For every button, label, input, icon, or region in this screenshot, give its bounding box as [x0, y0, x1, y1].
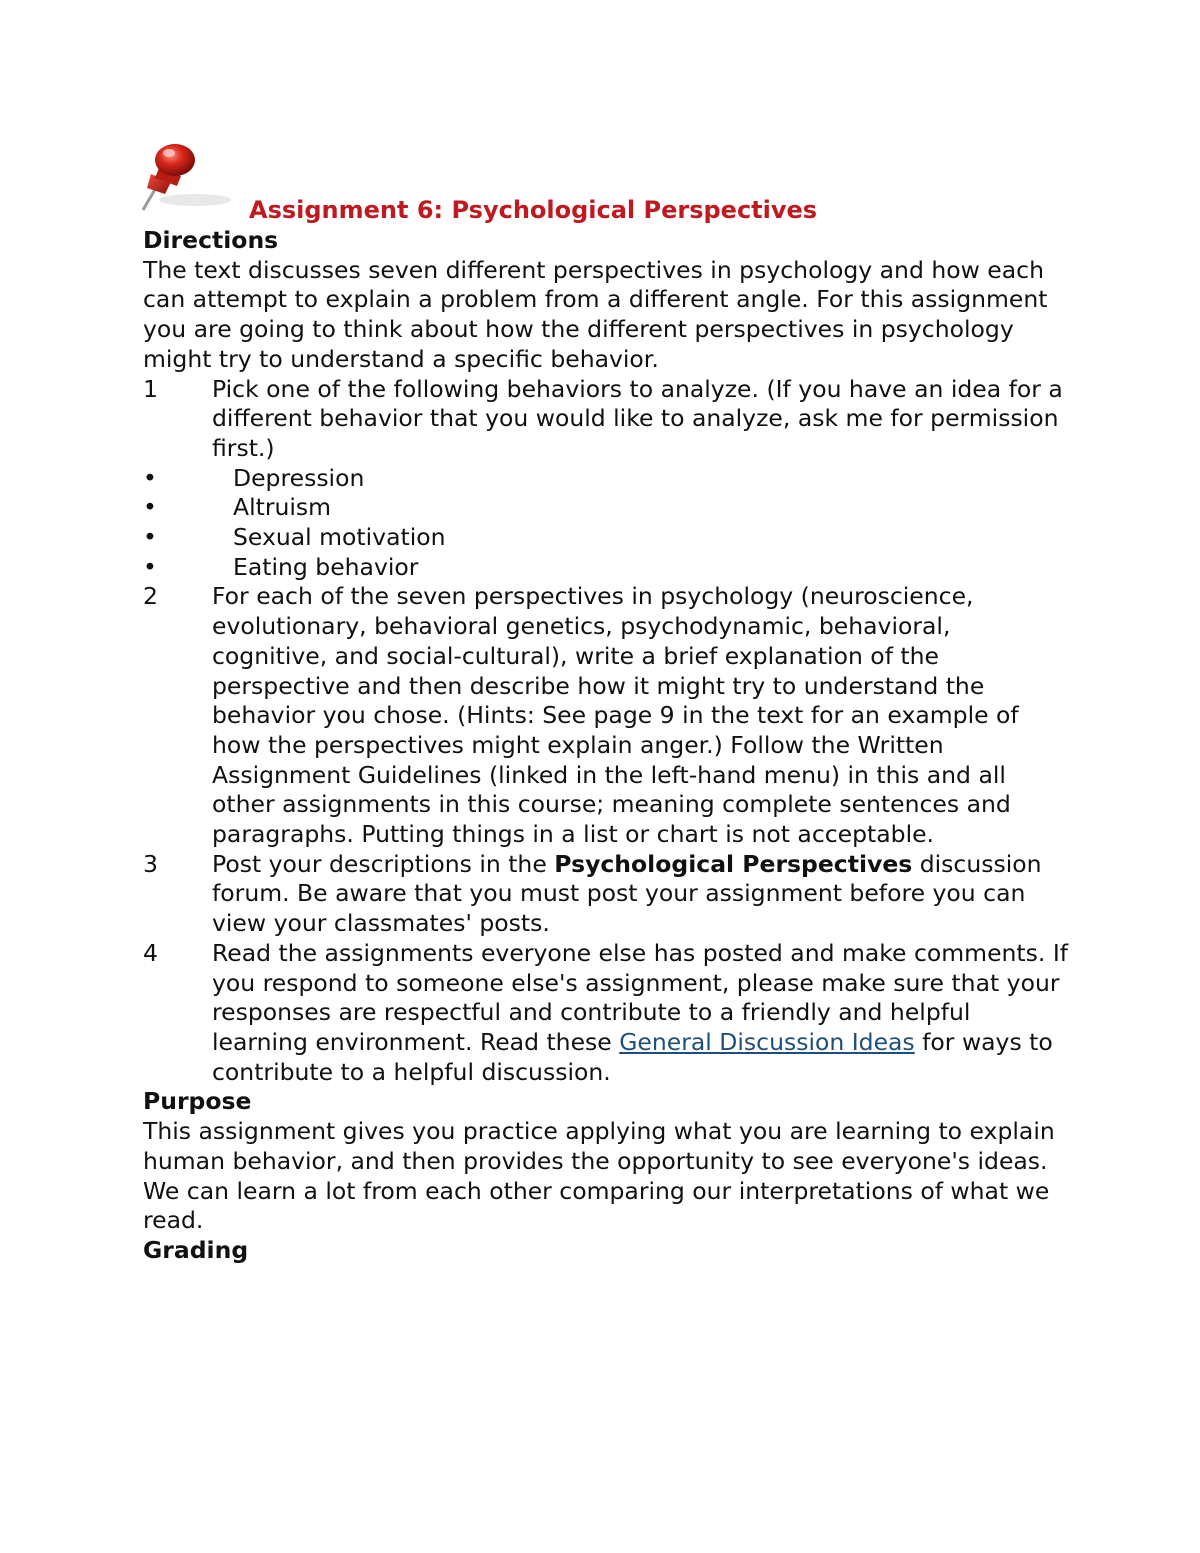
grading-heading: Grading	[143, 1235, 249, 1264]
purpose-text: This assignment gives you practice applying what you are learning to explain human behavior, and then provides the opportunity to see everyone's ideas. We can learn a lot from each other comparing our interpretations of what we read.	[143, 1117, 1055, 1235]
list-item: • Eating behavior	[143, 552, 419, 581]
step-number: 3	[143, 849, 158, 878]
forum-name: Psychological Perspectives	[554, 849, 913, 878]
step-3: 3 Post your descriptions in the Psychological Perspectives discussion forum. Be aware that you must post your assignment before you can view your classmates' posts.	[143, 849, 1042, 938]
directions-heading: Directions	[143, 226, 279, 254]
step-2	[143, 582, 1073, 849]
document-body	[143, 138, 1073, 1266]
purpose-heading: Purpose	[143, 1087, 252, 1116]
list-item: • Depression	[143, 463, 365, 492]
step-text: Pick one of the following behaviors to analyze. (If you have an idea for a different behavior that you would like to analyze, ask me for permission first.)	[212, 374, 1063, 462]
list-item: • Altruism	[143, 493, 332, 522]
pushpin-icon	[137, 138, 237, 216]
step-1	[143, 375, 1073, 464]
page-title: Assignment 6: Psychological Perspectives	[249, 196, 818, 224]
step-number: 4	[143, 938, 158, 967]
behavior-list	[143, 464, 1073, 583]
title-row	[143, 138, 1073, 226]
step-number: 1	[143, 374, 158, 403]
general-discussion-ideas-link[interactable]: General Discussion Ideas	[619, 1027, 915, 1056]
step-number: 2	[143, 582, 158, 611]
directions-intro: The text discusses seven different perspectives in psychology and how each can attempt to explain a problem from a different angle. For this assignment you are going to think about how the different perspectives in psychology might try to understand a specific behavior.	[143, 255, 1048, 373]
list-item: • Sexual motivation	[143, 523, 446, 552]
step-text: For each of the seven perspectives in psychology (neuroscience, evolutionary, behavioral genetics, psychodynamic, behavioral, cognitive, and social-cultural), write a brief explanation of the perspective and then describe how it might try to understand the behavior you chose. (Hints: See page 9 in the text for an example of how the perspectives might explain anger.) Follow the Written Assignment Guidelines (linked in the left-hand menu) in this and all other assignments in this course; meaning complete sentences and paragraphs. Putting things in a list or chart is not acceptable.	[212, 582, 1019, 849]
step-4: 4 Read the assignments everyone else has posted and make comments. If you respond to someone else's assignment, please make sure that your responses are respectful and contribute to a friendly and helpful learning environment. Read these General Discussion Ideas for ways to contribute to a helpful discussion.	[143, 938, 1069, 1086]
